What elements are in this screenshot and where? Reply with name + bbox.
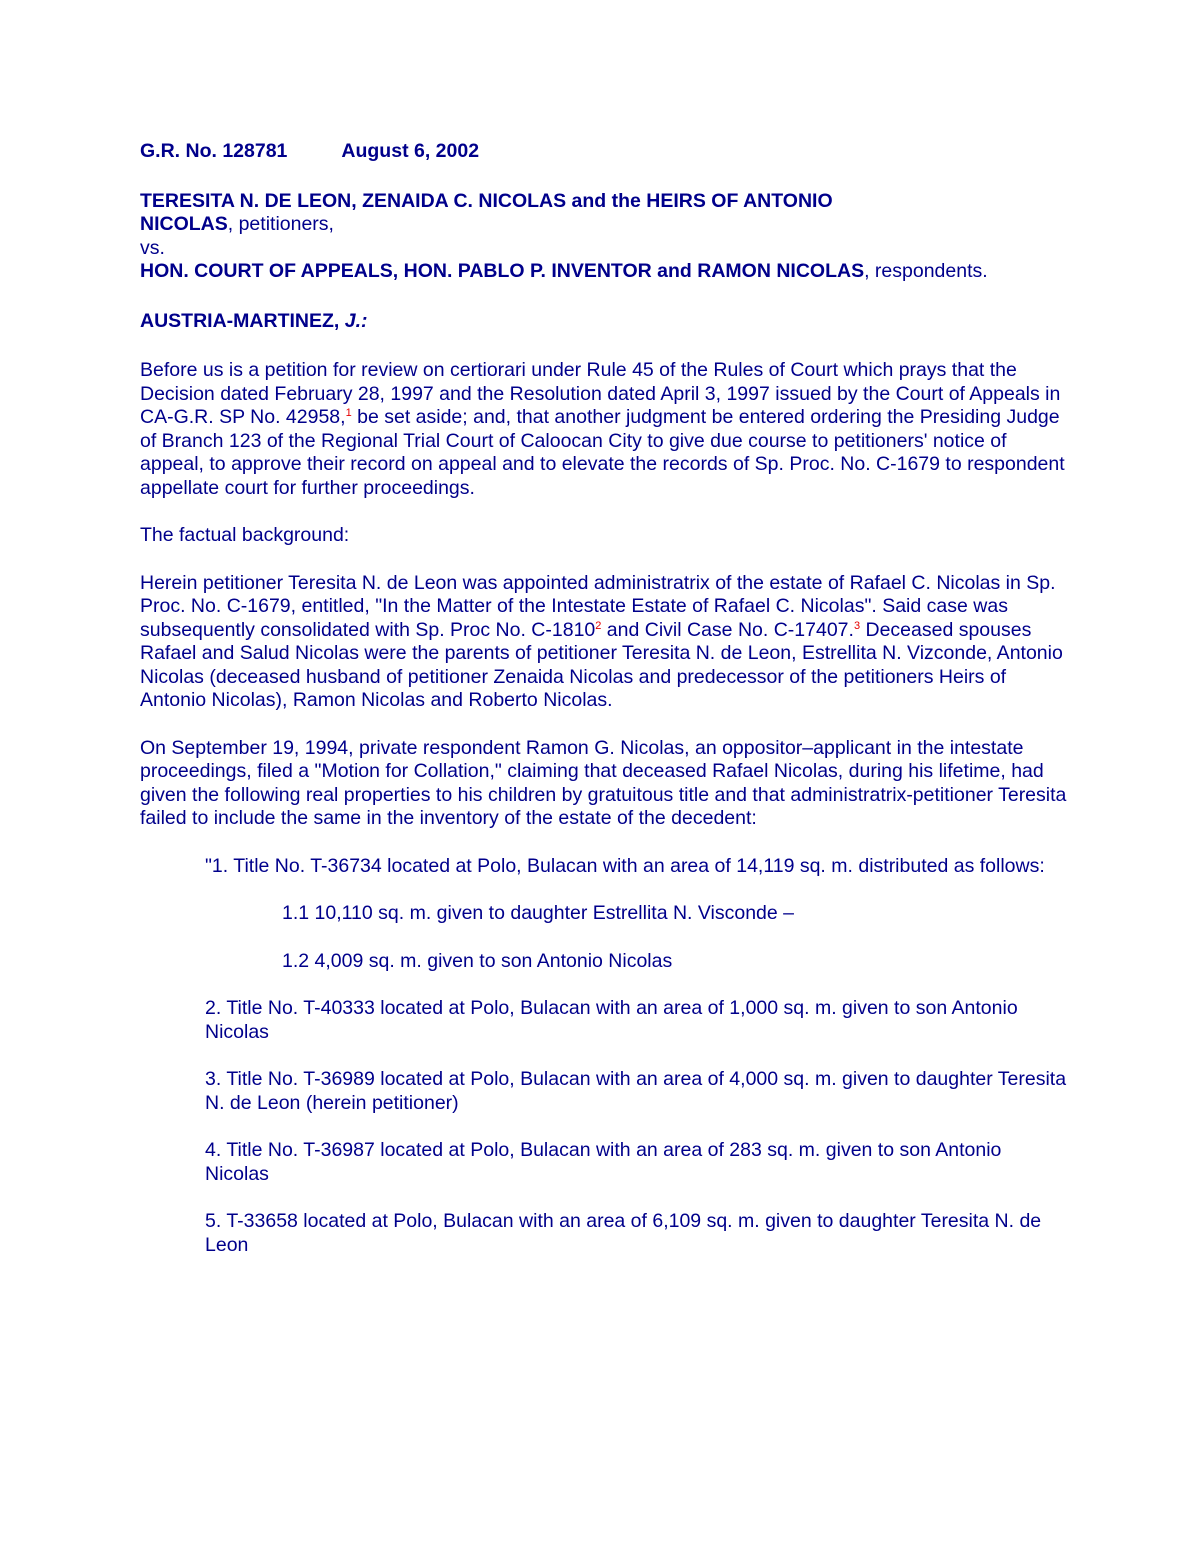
footnote-ref-2[interactable]: 2 bbox=[595, 619, 602, 632]
property-list-quote bbox=[140, 855, 1070, 1258]
paragraph-administratrix-text-a: Herein petitioner Teresita N. de Leon was appointed administratrix of the estate of Rafael C. Nicolas in Sp. Proc. No. C-1679, entitled, "In the Matter of the Intestate Estate of Rafael C. Nicolas". Said case was subsequently consolidated with Sp. Proc No. C-1810 bbox=[140, 571, 1056, 641]
petitioners-line bbox=[140, 190, 900, 237]
case-number: G.R. No. 128781 bbox=[140, 140, 288, 162]
paragraph-petition-text-a: Before us is a petition for review on certiorari under Rule 45 of the Rules of Court which prays that the Decision dated February 28, 1997 and the Resolution dated April 3, 1997 issued by the Court of Appeals in CA-G.R. SP No. 42958, bbox=[140, 359, 1061, 428]
respondents-label: , respondents. bbox=[864, 260, 988, 282]
ponente-name: AUSTRIA-MARTINEZ, bbox=[140, 309, 340, 332]
decision-date: August 6, 2002 bbox=[341, 140, 480, 162]
petitioners-names: TERESITA N. DE LEON, ZENAIDA C. NICOLAS and the HEIRS OF ANTONIO NICOLAS bbox=[140, 189, 833, 235]
paragraph-petition bbox=[140, 359, 1070, 500]
paragraph-administratrix-text-c: Deceased spouses Rafael and Salud Nicolas were the parents of petitioner Teresita N. de Leon, Estrellita N. Vizconde, Antonio Nicolas (deceased husband of petitioner Zenaida Nicolas and predecessor of the petitioners Heirs of Antonio Nicolas), Ramon Nicolas and Roberto Nicolas. bbox=[140, 618, 1063, 711]
footnote-ref-1[interactable]: 1 bbox=[345, 407, 352, 419]
list-item: 5. T-33658 located at Polo, Bulacan with an area of 6,109 sq. m. given to daughter Teresita N. de Leon bbox=[205, 1210, 1042, 1256]
paragraph-administratrix bbox=[140, 572, 1070, 713]
list-item: 3. Title No. T-36989 located at Polo, Bulacan with an area of 4,000 sq. m. given to daughter Teresita N. de Leon (herein petitioner) bbox=[205, 1068, 1067, 1114]
list-item: 4. Title No. T-36987 located at Polo, Bulacan with an area of 283 sq. m. given to son Antonio Nicolas bbox=[205, 1139, 1002, 1185]
case-parties bbox=[140, 190, 1070, 284]
list-item: 1.2 4,009 sq. m. given to son Antonio Nicolas bbox=[282, 949, 673, 972]
case-header bbox=[140, 140, 1070, 164]
respondents-line bbox=[140, 260, 1070, 284]
versus-label: vs. bbox=[140, 236, 165, 259]
list-item: "1. Title No. T-36734 located at Polo, Bulacan with an area of 14,119 sq. m. distributed as follows: bbox=[205, 854, 1045, 877]
paragraph-motion-for-collation: On September 19, 1994, private respondent Ramon G. Nicolas, an oppositor–applicant in the intestate proceedings, filed a "Motion for Collation," claiming that deceased Rafael Nicolas, during his lifetime, had given the following real properties to his children by gratuitous title and that administratrix-petitioner Teresita failed to include the same in the inventory of the estate of the decedent: bbox=[140, 736, 1067, 829]
petitioners-label: , petitioners, bbox=[227, 213, 334, 235]
list-item: 1.1 10,110 sq. m. given to daughter Estrellita N. Visconde – bbox=[282, 902, 794, 924]
paragraph-factual-background: The factual background: bbox=[140, 524, 350, 546]
ponente bbox=[140, 310, 1070, 334]
footnote-ref-3[interactable]: 3 bbox=[853, 619, 861, 632]
paragraph-administratrix-text-b: and Civil Case No. C-17407. bbox=[601, 618, 854, 641]
list-item: 2. Title No. T-40333 located at Polo, Bulacan with an area of 1,000 sq. m. given to son Antonio Nicolas bbox=[205, 997, 1018, 1043]
respondents-names: HON. COURT OF APPEALS, HON. PABLO P. INVENTOR and RAMON NICOLAS bbox=[140, 260, 865, 282]
document-page bbox=[140, 140, 1070, 1281]
paragraph-petition-text-b: be set aside; and, that another judgment be entered ordering the Presiding Judge of Branch 123 of the Regional Trial Court of Caloocan City to give due course to petitioners' notice of appeal, to approve their record on appeal and to elevate the records of Sp. Proc. No. C-1679 to respondent appellate court for further proceedings. bbox=[140, 406, 1065, 499]
ponente-title: J.: bbox=[344, 309, 368, 332]
